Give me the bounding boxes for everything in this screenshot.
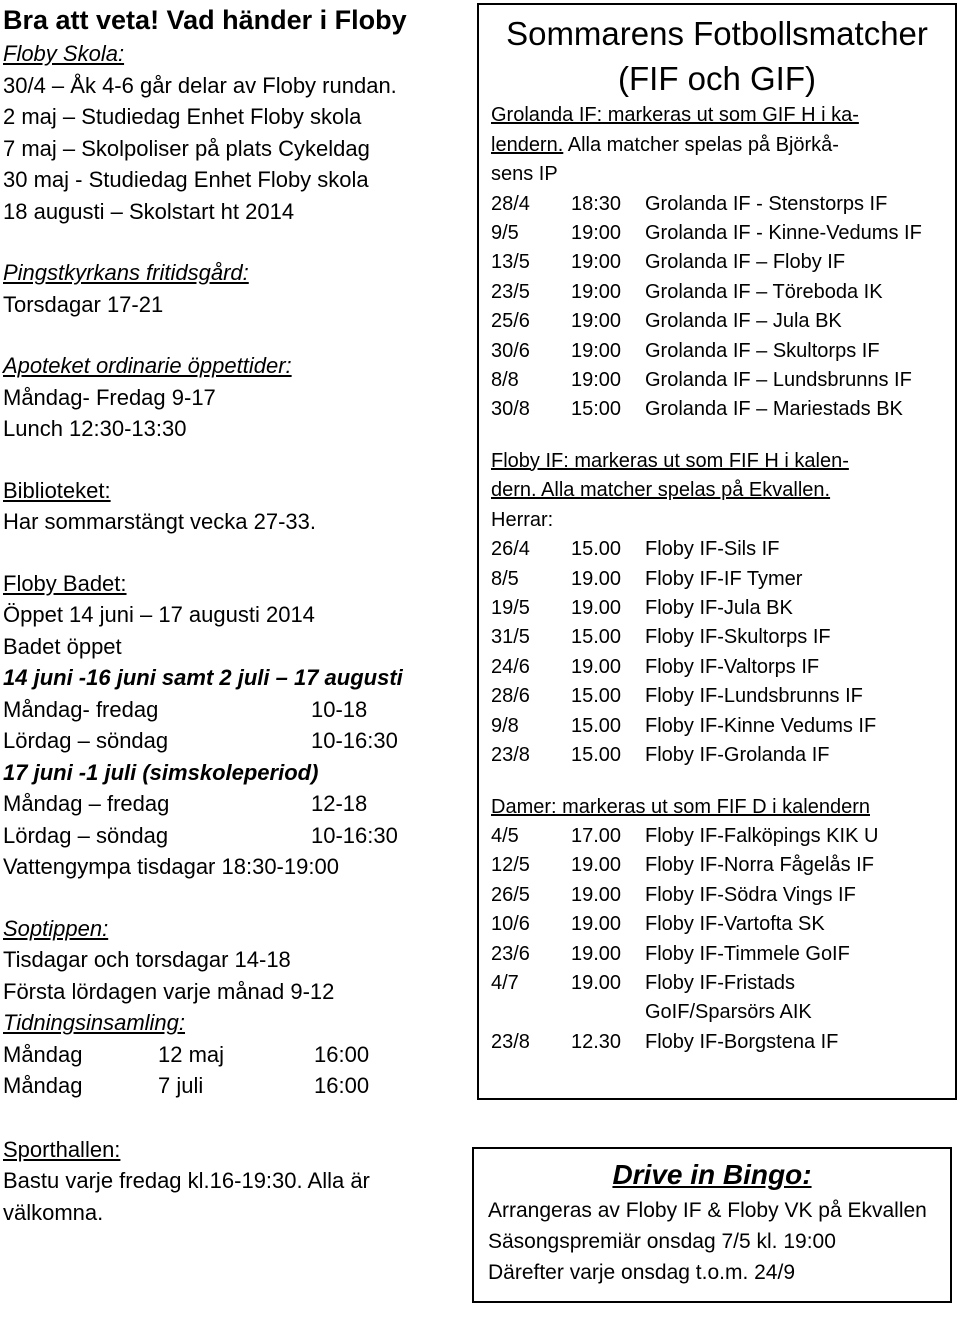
match-date: 24/6	[491, 655, 530, 678]
match-time: 19:00	[571, 339, 622, 362]
match-date	[491, 998, 571, 1027]
match-date: 25/6	[491, 310, 530, 333]
match-time	[571, 998, 645, 1027]
match-date: 4/7	[491, 972, 519, 995]
match-row	[491, 940, 943, 969]
match-time: 15:00	[571, 398, 622, 421]
tidning-day: Måndag	[3, 1073, 83, 1098]
match-time: 15.00	[571, 714, 622, 737]
damer-label: Damer: markeras ut som FIF D i kalendern	[491, 795, 870, 818]
football-subtitle: (FIF och GIF)	[618, 60, 816, 97]
match-row	[491, 851, 943, 880]
badet-period: 14 juni -16 juni samt 2 juli – 17 augusti	[3, 665, 403, 690]
match-time: 18:30	[571, 192, 622, 215]
match-row	[491, 1028, 943, 1057]
soptippen-line: Första lördagen varje månad 9-12	[3, 978, 335, 1004]
match-row	[491, 682, 943, 711]
skola-line: 2 maj – Studiedag Enhet Floby skola	[3, 104, 362, 129]
skola-title: Floby Skola:	[3, 41, 125, 66]
badet-day: Lördag – söndag	[3, 728, 169, 753]
tidning-title: Tidningsinsamling:	[3, 1010, 186, 1035]
match-time: 19:00	[571, 368, 622, 391]
left-column	[3, 0, 465, 1228]
match-row	[491, 190, 943, 219]
match-teams: Floby IF-Södra Vings IF	[645, 883, 856, 906]
grolanda-intro-part: lendern.	[491, 133, 564, 156]
match-date: 30/6	[491, 339, 530, 362]
match-teams: Grolanda IF – Töreboda IK	[645, 280, 883, 303]
grolanda-intro-part: Alla matcher spelas på Björkå-	[563, 133, 839, 156]
tidning-date: 12 maj	[158, 1041, 225, 1067]
grolanda-match-list	[491, 190, 943, 425]
apotek-line: Måndag- Fredag 9-17	[3, 384, 216, 410]
match-teams: Grolanda IF – Jula BK	[645, 310, 842, 333]
match-time: 17.00	[571, 825, 622, 847]
match-row	[491, 910, 943, 939]
match-time: 19:00	[571, 280, 622, 303]
pingst-line: Torsdagar 17-21	[3, 291, 164, 317]
match-row	[491, 653, 943, 682]
match-time: 19.00	[571, 597, 622, 620]
match-date: 12/5	[491, 854, 530, 877]
grolanda-intro	[491, 131, 943, 161]
match-row	[491, 565, 943, 594]
match-date: 8/5	[491, 567, 519, 590]
match-row	[491, 337, 943, 366]
damer-match-list	[491, 822, 943, 1057]
bingo-line: Därefter varje onsdag t.o.m. 24/9	[488, 1261, 795, 1284]
match-date: 28/4	[491, 192, 530, 215]
badet-title: Floby Badet:	[3, 570, 127, 596]
match-date: 26/5	[491, 883, 530, 906]
badet-day: Lördag – söndag	[3, 822, 169, 848]
match-row	[491, 822, 943, 851]
match-time: 15.00	[571, 626, 622, 649]
tidning-date: 7 juli	[158, 1073, 204, 1098]
match-teams: Floby IF-Kinne Vedums IF	[645, 714, 877, 737]
match-row	[491, 366, 943, 395]
bingo-box	[472, 1147, 952, 1303]
match-time: 15.00	[571, 744, 622, 767]
apotek-line: Lunch 12:30-13:30	[3, 416, 187, 441]
bingo-line: Arrangeras av Floby IF & Floby VK på Ekvallen	[488, 1199, 927, 1222]
match-row	[491, 712, 943, 741]
match-time: 19.00	[571, 972, 622, 995]
tidning-time: 16:00	[314, 1041, 370, 1067]
skola-line: 30 maj - Studiedag Enhet Floby skola	[3, 167, 369, 192]
badet-day: Måndag – fredag	[3, 791, 170, 816]
match-date: 23/6	[491, 942, 530, 965]
match-date: 31/5	[491, 626, 530, 649]
match-teams: Floby IF-Borgstena IF	[645, 1030, 839, 1053]
match-row	[491, 219, 943, 248]
match-date: 4/5	[491, 825, 519, 847]
match-date: 23/8	[491, 1030, 530, 1053]
page-heading: Bra att veta! Vad händer i Floby	[3, 5, 407, 35]
match-time: 19:00	[571, 251, 622, 274]
match-teams: Floby IF-Lundsbrunns IF	[645, 685, 863, 708]
match-teams: Floby IF-IF Tymer	[645, 567, 803, 590]
match-row	[491, 594, 943, 623]
match-teams: Floby IF-Vartofta SK	[645, 913, 825, 936]
badet-hours-row	[3, 694, 465, 726]
badet-time: 10-16:30	[311, 822, 398, 848]
skola-line: 7 maj – Skolpoliser på plats Cykeldag	[3, 135, 370, 161]
bingo-line: Säsongspremiär onsdag 7/5 kl. 19:00	[488, 1230, 836, 1253]
match-date: 13/5	[491, 251, 530, 274]
bibliotek-line: Har sommarstängt vecka 27-33.	[3, 509, 317, 534]
match-teams: Grolanda IF – Mariestads BK	[645, 398, 903, 421]
match-teams: Grolanda IF – Lundsbrunns IF	[645, 368, 912, 391]
match-teams: Floby IF-Sils IF	[645, 538, 780, 561]
match-date: 26/4	[491, 538, 530, 561]
match-time: 19.00	[571, 913, 622, 936]
match-date: 19/5	[491, 597, 530, 620]
match-time: 15.00	[571, 685, 622, 708]
floby-intro: dern. Alla matcher spelas på Ekvallen.	[491, 479, 831, 502]
match-row	[491, 395, 943, 424]
match-teams: Floby IF-Jula BK	[645, 597, 793, 620]
match-time: 12.30	[571, 1030, 622, 1053]
badet-day: Måndag- fredag	[3, 696, 159, 722]
match-time: 19:00	[571, 310, 622, 333]
match-date: 8/8	[491, 368, 519, 391]
badet-time: 10-18	[311, 696, 368, 722]
match-teams: Grolanda IF - Stenstorps IF	[645, 192, 888, 215]
apotek-title: Apoteket ordinarie öppettider:	[3, 353, 292, 378]
herrar-match-list	[491, 535, 943, 770]
match-row	[491, 248, 943, 277]
match-row	[491, 741, 943, 770]
sporthallen-title: Sporthallen:	[3, 1136, 121, 1162]
tidning-row	[3, 1070, 465, 1102]
badet-time: 10-16:30	[311, 728, 398, 753]
grolanda-intro: Grolanda IF: markeras ut som GIF H i ka-	[491, 104, 859, 126]
tidning-day: Måndag	[3, 1041, 83, 1067]
soptippen-line: Tisdagar och torsdagar 14-18	[3, 947, 291, 972]
skola-line: 18 augusti – Skolstart ht 2014	[3, 198, 295, 224]
match-date: 28/6	[491, 685, 530, 708]
match-row	[491, 969, 943, 998]
match-teams: Floby IF-Falköpings KIK U	[645, 825, 879, 847]
match-row	[491, 998, 943, 1027]
match-teams: Floby IF-Timmele GoIF	[645, 942, 850, 965]
badet-period: 17 juni -1 juli (simskoleperiod)	[3, 759, 319, 785]
match-time: 19.00	[571, 567, 622, 590]
badet-line: Badet öppet	[3, 633, 122, 659]
match-teams: Floby IF-Grolanda IF	[645, 744, 830, 767]
pingst-title: Pingstkyrkans fritidsgård:	[3, 260, 249, 285]
match-teams: Floby IF-Valtorps IF	[645, 655, 820, 678]
match-row	[491, 307, 943, 336]
match-row	[491, 623, 943, 652]
match-time: 19.00	[571, 655, 622, 678]
match-time: 19.00	[571, 854, 622, 877]
match-teams: Floby IF-Skultorps IF	[645, 626, 831, 649]
floby-intro: Floby IF: markeras ut som FIF H i kalen-	[491, 449, 849, 472]
tidning-row	[3, 1039, 465, 1071]
badet-hours-row	[3, 725, 465, 757]
match-date: 9/5	[491, 221, 519, 244]
match-time: 19.00	[571, 942, 622, 965]
badet-time: 12-18	[311, 791, 368, 816]
match-teams: Grolanda IF – Skultorps IF	[645, 339, 880, 362]
bibliotek-title: Biblioteket:	[3, 477, 111, 503]
match-teams: Floby IF-Norra Fågelås IF	[645, 854, 874, 877]
match-row	[491, 881, 943, 910]
sporthallen-line: Bastu varje fredag kl.16-19:30. Alla är	[3, 1168, 370, 1193]
match-date: 10/6	[491, 913, 530, 936]
sporthallen-line: välkomna.	[3, 1199, 104, 1225]
match-row	[491, 278, 943, 307]
bingo-title: Drive in Bingo:	[612, 1159, 812, 1190]
match-teams: Grolanda IF - Kinne-Vedums IF	[645, 221, 922, 244]
football-title: Sommarens Fotbollsmatcher	[506, 15, 928, 52]
herrar-label: Herrar:	[491, 508, 554, 531]
badet-line: Öppet 14 juni – 17 augusti 2014	[3, 602, 315, 627]
badet-hours-row	[3, 788, 465, 820]
tidning-time: 16:00	[314, 1073, 370, 1098]
match-row	[491, 535, 943, 564]
match-teams: Grolanda IF – Floby IF	[645, 251, 846, 274]
soptippen-title: Soptippen:	[3, 915, 109, 941]
match-teams: Floby IF-Fristads	[645, 972, 796, 995]
match-time: 19:00	[571, 221, 622, 244]
match-date: 23/5	[491, 280, 530, 303]
match-date: 23/8	[491, 744, 530, 767]
grolanda-intro: sens IP	[491, 163, 558, 185]
match-teams: GoIF/Sparsörs AIK	[645, 1001, 812, 1024]
match-time: 15.00	[571, 538, 622, 561]
match-date: 30/8	[491, 398, 530, 421]
match-time: 19.00	[571, 883, 622, 906]
skola-line: 30/4 – Åk 4-6 går delar av Floby rundan.	[3, 72, 397, 98]
match-date: 9/8	[491, 714, 519, 737]
badet-hours-row	[3, 820, 465, 852]
badet-line: Vattengympa tisdagar 18:30-19:00	[3, 854, 339, 879]
football-box	[477, 3, 957, 1100]
